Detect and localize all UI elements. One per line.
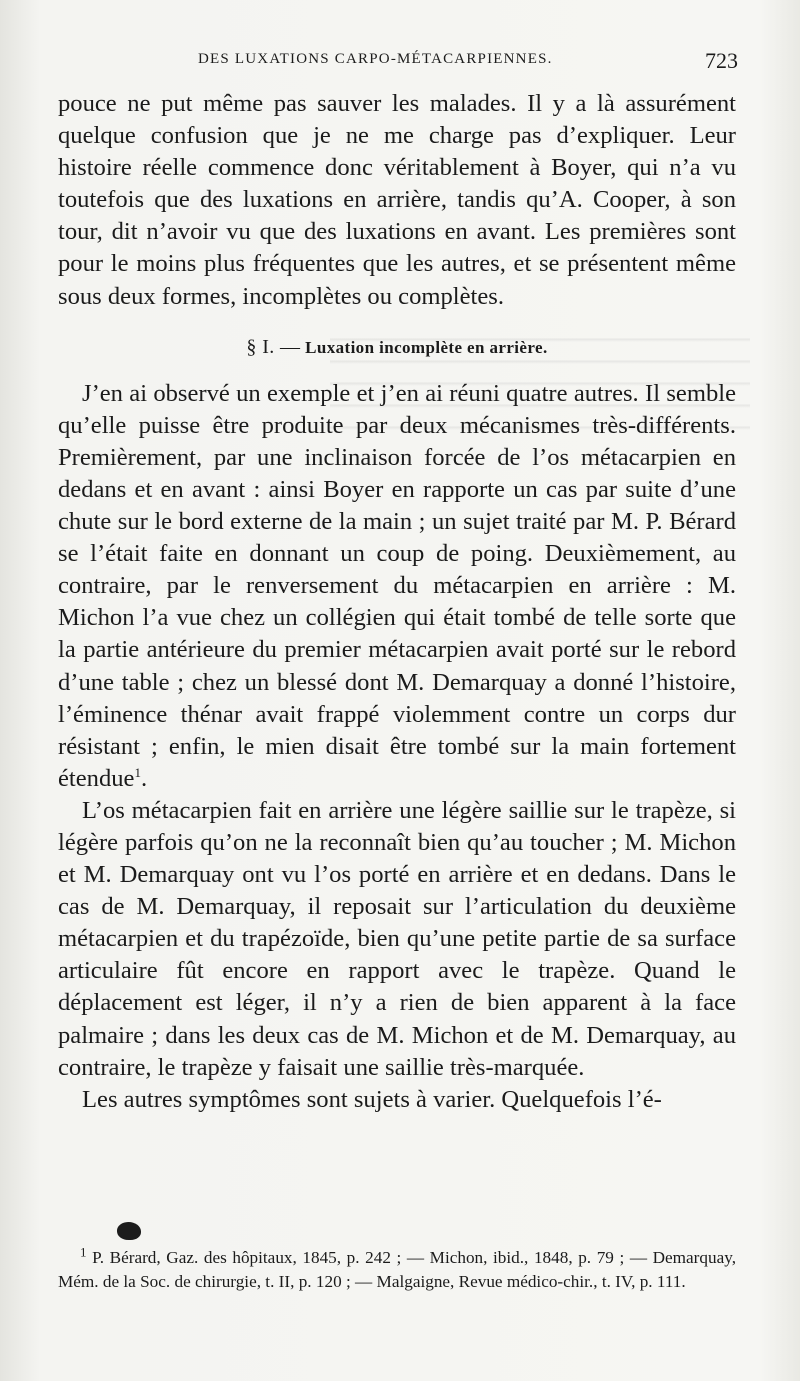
paragraph-2-text: J’en ai observé un exemple et j’en ai réuni quatre autres. Il semble qu’elle puisse être produite par deux mécanismes très-différents. Premièrement, par une inclinaison forcée de l’os métacarpien en dedans et en avant : ainsi Boyer en rapporte un cas par suite d’une chute sur le bord externe de la main ; un sujet traité par M. P. Bérard se l’était faite en donnant un coup de poing. Deuxièmement, au contraire, par le renversement du métacarpien en arrière : M. Michon l’a vue chez un collégien qui était tombé de telle sorte que la partie antérieure du premier métacarpien avait porté sur le rebord d’une table ; chez un blessé dont M. Demarquay a donné l’histoire, l’éminence thénar avait frappé violemment contre un corps dur résistant ; enfin, le mien disait être tombé sur la main fortement étendue [58,379,736,792]
ink-blot [117,1222,141,1240]
paragraph-3: L’os métacarpien fait en arrière une légère saillie sur le trapèze, si légère parfois qu’on ne la reconnaît bien qu’au toucher ; M. Michon et M. Demarquay ont vu l’os porté en arrière et en dedans. Dans le cas de M. Demarquay, il reposait sur l’articulation du deuxième métacarpien et du trapézoïde, bien qu’une petite partie de sa surface articulaire fût encore en rapport avec le trapèze. Quand le déplacement est léger, il n’y a rien de bien apparent à la face palmaire ; dans les deux cas de M. Michon et de M. Demarquay, au contraire, le trapèze y faisait une saillie très-marquée. [58,796,736,1081]
section-number: § I. — [246,335,301,358]
paragraph-1: pouce ne put même pas sauver les malades. Il y a là assurément quelque confusion que je ne me charge pas d’expliquer. Leur histoire réelle commence donc véritablement à Boyer, qui n’a vu toutefois que des luxations en arrière, tandis qu’A. Cooper, à son tour, dit n’avoir vu que des luxations en avant. Les premières sont pour le moins plus fréquentes que les autres, et se présentent même sous deux formes, incomplètes ou complètes. [58,90,736,310]
running-title: DES LUXATIONS CARPO-MÉTACARPIENNES. [198,51,553,67]
page-number: 723 [705,48,738,73]
footnote-text: P. Bérard, Gaz. des hôpitaux, 1845, p. 242 ; — Michon, ibid., 1848, p. 79 ; — Demarquay, Mém. de la Soc. de chirurgie, t. II, p. 120 ; — Malgaigne, Revue médico-chir., t. IV, p. 111. [58,1248,736,1291]
footnote-1 [58,1246,736,1293]
page-header [58,48,738,76]
paragraph-2-end: . [140,764,148,792]
footnote-reference: 1 [134,764,141,780]
footnote-marker: 1 [80,1244,87,1260]
paragraph-2 [58,378,736,795]
section-title: Luxation incomplète en arrière. [305,337,548,357]
main-text [58,88,736,1116]
footnotes [58,1246,736,1293]
paragraph-4: Les autres symptômes sont sujets à varier. Quelquefois l’é- [82,1085,662,1113]
section-heading [58,335,736,360]
